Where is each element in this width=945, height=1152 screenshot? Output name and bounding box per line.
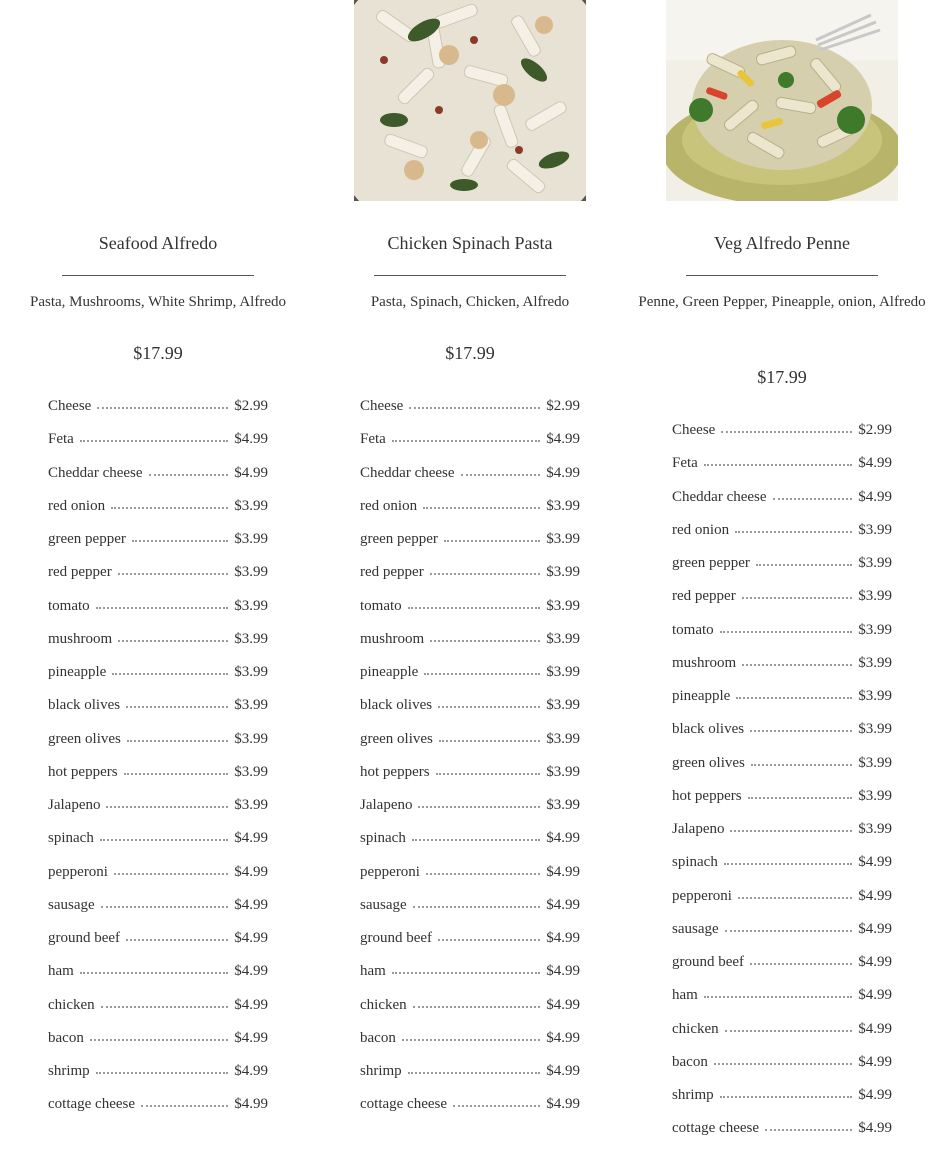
- addon-price: $4.99: [858, 887, 892, 904]
- dot-leader: [426, 873, 540, 875]
- dot-leader: [132, 540, 228, 542]
- addon-item: [360, 729, 580, 762]
- addon-item: [672, 420, 892, 453]
- addon-name: red onion: [672, 521, 730, 538]
- dot-leader: [106, 806, 228, 808]
- addon-price: $4.99: [234, 1096, 268, 1113]
- dot-leader: [756, 564, 852, 566]
- addon-name: sausage: [672, 920, 719, 937]
- addon-name: ham: [48, 963, 74, 980]
- addon-name: chicken: [360, 996, 407, 1013]
- addon-price: $4.99: [234, 863, 268, 880]
- addon-item: [48, 961, 268, 994]
- addon-price: $4.99: [234, 830, 268, 847]
- addon-item: [48, 463, 268, 496]
- addon-name: Feta: [672, 455, 698, 472]
- addon-item: [48, 429, 268, 462]
- dot-leader: [413, 906, 541, 908]
- addon-name: green olives: [360, 730, 433, 747]
- addon-name: red pepper: [48, 564, 112, 581]
- addon-price: $4.99: [858, 488, 892, 505]
- title-divider: [686, 275, 878, 276]
- addon-price: $4.99: [546, 1029, 580, 1046]
- addon-price: $3.99: [858, 688, 892, 704]
- dot-leader: [742, 664, 852, 666]
- dot-leader: [738, 897, 852, 899]
- addon-name: red pepper: [360, 564, 424, 581]
- dot-leader: [408, 1072, 541, 1074]
- addon-name: green pepper: [48, 531, 126, 547]
- addon-item: [48, 695, 268, 728]
- addon-name: hot peppers: [672, 787, 742, 804]
- addon-name: green olives: [672, 754, 745, 771]
- addon-item: [48, 496, 268, 529]
- dot-leader: [97, 407, 228, 409]
- addon-name: Cheese: [672, 422, 716, 438]
- addon-price: $3.99: [234, 564, 268, 581]
- dot-leader: [704, 996, 852, 998]
- addon-item: [672, 453, 892, 486]
- dish-title: Chicken Spinach Pasta: [387, 233, 553, 253]
- addon-name: sausage: [360, 896, 407, 913]
- dot-leader: [751, 764, 852, 766]
- dot-leader: [704, 464, 852, 466]
- addon-name: pepperoni: [672, 887, 732, 904]
- addon-list: [672, 420, 892, 1152]
- addon-name: Cheddar cheese: [48, 464, 143, 481]
- addon-item: [672, 487, 892, 520]
- addon-name: red pepper: [672, 588, 736, 605]
- addon-price: $4.99: [546, 1063, 580, 1079]
- addon-name: ground beef: [672, 954, 745, 970]
- dot-leader: [730, 830, 852, 832]
- addon-price: $3.99: [546, 697, 580, 714]
- addon-price: $4.99: [234, 1029, 268, 1046]
- addon-item: [360, 695, 580, 728]
- addon-name: Jalapeno: [672, 821, 725, 837]
- dot-leader: [439, 740, 540, 742]
- addon-item: [672, 753, 892, 786]
- addon-name: bacon: [48, 1029, 84, 1046]
- addon-name: tomato: [48, 597, 90, 614]
- dot-leader: [80, 440, 228, 442]
- dot-leader: [444, 540, 540, 542]
- addon-item: [672, 886, 892, 919]
- addon-price: $4.99: [546, 830, 580, 847]
- addon-name: shrimp: [48, 1063, 90, 1079]
- dot-leader: [438, 939, 540, 941]
- addon-item: [672, 1085, 892, 1118]
- addon-name: spinach: [360, 830, 406, 847]
- addon-item: [48, 1061, 268, 1094]
- dot-leader: [124, 773, 229, 775]
- addon-name: chicken: [672, 1020, 719, 1037]
- addon-name: shrimp: [672, 1087, 714, 1103]
- addon-price: $4.99: [546, 464, 580, 481]
- addon-price: $3.99: [546, 797, 580, 813]
- addon-price: $3.99: [546, 597, 580, 614]
- dot-leader: [402, 1039, 540, 1041]
- addon-price: $3.99: [234, 797, 268, 813]
- dish-description: Pasta, Mushrooms, White Shrimp, Alfredo: [30, 294, 286, 310]
- addon-name: cottage cheese: [672, 1120, 760, 1137]
- addon-name: pineapple: [672, 688, 731, 704]
- addon-item: [48, 762, 268, 795]
- dot-leader: [118, 640, 228, 642]
- addon-price: $3.99: [546, 630, 580, 647]
- addon-item: [360, 662, 580, 695]
- addon-item: [48, 795, 268, 828]
- addon-price: $4.99: [858, 1020, 892, 1037]
- addon-name: ham: [360, 963, 386, 980]
- addon-price: $4.99: [546, 896, 580, 913]
- addon-item: [360, 529, 580, 562]
- addon-item: [360, 828, 580, 861]
- addon-price: $4.99: [858, 1120, 892, 1137]
- dot-leader: [736, 697, 852, 699]
- addon-name: ground beef: [48, 930, 121, 946]
- addon-item: [360, 928, 580, 961]
- addon-price: $3.99: [546, 664, 580, 680]
- addon-item: [48, 895, 268, 928]
- addon-item: [48, 995, 268, 1028]
- addon-item: [672, 586, 892, 619]
- addon-price: $2.99: [546, 398, 580, 414]
- addon-item: [672, 520, 892, 553]
- addon-price: $4.99: [858, 920, 892, 937]
- addon-price: $3.99: [234, 697, 268, 714]
- addon-price: $3.99: [234, 763, 268, 780]
- dot-leader: [725, 930, 853, 932]
- addon-item: [360, 895, 580, 928]
- dot-leader: [114, 873, 228, 875]
- addon-item: [48, 396, 268, 429]
- addon-price: $4.99: [546, 1096, 580, 1113]
- addon-price: $4.99: [234, 996, 268, 1013]
- addon-name: spinach: [672, 854, 718, 871]
- addon-item: [672, 952, 892, 985]
- dot-leader: [725, 1030, 853, 1032]
- veg-alfredo-penne-photo: [666, 0, 898, 201]
- addon-name: Jalapeno: [360, 797, 413, 813]
- addon-name: green pepper: [360, 531, 438, 547]
- addon-name: mushroom: [360, 630, 425, 647]
- addon-item: [672, 1019, 892, 1052]
- addon-item: [360, 1061, 580, 1094]
- addon-name: pepperoni: [48, 863, 108, 880]
- addon-name: bacon: [360, 1029, 396, 1046]
- addon-item: [48, 828, 268, 861]
- addon-item: [48, 729, 268, 762]
- addon-name: mushroom: [48, 630, 113, 647]
- addon-price: $2.99: [858, 422, 892, 438]
- dot-leader: [96, 607, 229, 609]
- addon-item: [360, 862, 580, 895]
- addon-item: [48, 629, 268, 662]
- addon-name: bacon: [672, 1053, 708, 1070]
- addon-item: [360, 1028, 580, 1061]
- addon-price: $4.99: [234, 963, 268, 980]
- addon-item: [48, 596, 268, 629]
- addon-item: [360, 1094, 580, 1127]
- chicken-spinach-pasta-photo: [354, 0, 586, 201]
- dot-leader: [100, 839, 228, 841]
- addon-price: $3.99: [234, 664, 268, 680]
- dot-leader: [111, 507, 228, 509]
- addon-item: [360, 596, 580, 629]
- addon-name: chicken: [48, 996, 95, 1013]
- addon-name: Cheese: [48, 398, 92, 414]
- addon-price: $3.99: [234, 730, 268, 747]
- dish-title: Seafood Alfredo: [98, 233, 218, 253]
- addon-price: $3.99: [858, 654, 892, 671]
- addon-name: black olives: [672, 721, 745, 738]
- addon-name: Cheddar cheese: [672, 488, 767, 505]
- addon-name: Jalapeno: [48, 797, 101, 813]
- addon-price: $4.99: [234, 431, 268, 448]
- addon-name: hot peppers: [48, 763, 118, 780]
- addon-price: $4.99: [858, 987, 892, 1004]
- addon-item: [48, 662, 268, 695]
- addon-price: $3.99: [234, 630, 268, 647]
- dot-leader: [127, 740, 228, 742]
- addon-item: [48, 862, 268, 895]
- dot-leader: [126, 706, 228, 708]
- addon-price: $3.99: [546, 730, 580, 747]
- dish-description: Penne, Green Pepper, Pineapple, onion, Alfredo: [638, 294, 926, 310]
- addon-price: $3.99: [546, 497, 580, 514]
- dot-leader: [714, 1063, 852, 1065]
- addon-item: [48, 562, 268, 595]
- dot-leader: [424, 673, 540, 675]
- addon-name: sausage: [48, 896, 95, 913]
- addon-item: [48, 529, 268, 562]
- addon-name: ham: [672, 987, 698, 1004]
- dot-leader: [748, 797, 853, 799]
- addon-item: [360, 995, 580, 1028]
- dot-leader: [112, 673, 228, 675]
- addon-price: $3.99: [858, 588, 892, 605]
- dot-leader: [436, 773, 541, 775]
- addon-name: pineapple: [48, 664, 107, 680]
- dish-price: $17.99: [445, 343, 495, 363]
- dot-leader: [438, 706, 540, 708]
- addon-item: [672, 686, 892, 719]
- dot-leader: [101, 1006, 229, 1008]
- addon-price: $3.99: [546, 531, 580, 547]
- addon-name: red onion: [48, 497, 106, 514]
- addon-price: $4.99: [858, 854, 892, 871]
- dot-leader: [413, 1006, 541, 1008]
- addon-price: $3.99: [546, 763, 580, 780]
- dot-leader: [149, 474, 229, 476]
- addon-item: [672, 852, 892, 885]
- addon-name: black olives: [48, 697, 121, 714]
- addon-list: [48, 396, 268, 1128]
- addon-price: $2.99: [234, 398, 268, 414]
- addon-name: pepperoni: [360, 863, 420, 880]
- addon-item: [48, 928, 268, 961]
- addon-name: pineapple: [360, 664, 419, 680]
- addon-price: $3.99: [234, 531, 268, 547]
- addon-price: $4.99: [858, 1087, 892, 1103]
- dot-leader: [392, 440, 540, 442]
- addon-name: tomato: [672, 621, 714, 638]
- dish-description: Pasta, Spinach, Chicken, Alfredo: [370, 294, 570, 310]
- addon-item: [360, 961, 580, 994]
- dot-leader: [90, 1039, 228, 1041]
- addon-price: $4.99: [234, 930, 268, 946]
- addon-name: Cheese: [360, 398, 404, 414]
- dot-leader: [765, 1129, 852, 1131]
- addon-price: $4.99: [234, 1063, 268, 1079]
- dot-leader: [724, 863, 852, 865]
- dot-leader: [773, 498, 853, 500]
- addon-item: [672, 719, 892, 752]
- dish-title: Veg Alfredo Penne: [714, 233, 850, 253]
- dot-leader: [118, 573, 229, 575]
- dot-leader: [721, 431, 852, 433]
- dot-leader: [96, 1072, 229, 1074]
- addon-price: $4.99: [546, 996, 580, 1013]
- addon-price: $4.99: [546, 930, 580, 946]
- addon-price: $4.99: [234, 464, 268, 481]
- addon-price: $3.99: [858, 821, 892, 837]
- addon-item: [360, 463, 580, 496]
- addon-price: $4.99: [858, 1053, 892, 1070]
- dot-leader: [409, 407, 540, 409]
- addon-price: $3.99: [858, 721, 892, 738]
- addon-item: [672, 620, 892, 653]
- addon-list: [360, 396, 580, 1128]
- dot-leader: [408, 607, 541, 609]
- pasta-image-icon: [354, 0, 586, 201]
- addon-item: [360, 496, 580, 529]
- dot-leader: [418, 806, 540, 808]
- dot-leader: [126, 939, 228, 941]
- dot-leader: [141, 1105, 228, 1107]
- addon-name: hot peppers: [360, 763, 430, 780]
- dot-leader: [720, 631, 853, 633]
- addon-name: spinach: [48, 830, 94, 847]
- addon-name: black olives: [360, 697, 433, 714]
- addon-item: [360, 562, 580, 595]
- title-divider: [374, 275, 566, 276]
- dot-leader: [453, 1105, 540, 1107]
- addon-item: [48, 1094, 268, 1127]
- addon-price: $3.99: [858, 787, 892, 804]
- dot-leader: [742, 597, 853, 599]
- dot-leader: [750, 730, 852, 732]
- addon-price: $4.99: [546, 863, 580, 880]
- addon-price: $3.99: [858, 754, 892, 771]
- addon-price: $3.99: [546, 564, 580, 581]
- penne-bowl-image-icon: [666, 0, 898, 201]
- dot-leader: [423, 507, 540, 509]
- addon-price: $4.99: [858, 455, 892, 472]
- addon-name: cottage cheese: [48, 1096, 136, 1113]
- addon-item: [672, 1118, 892, 1151]
- addon-item: [672, 819, 892, 852]
- dot-leader: [750, 963, 852, 965]
- dot-leader: [461, 474, 541, 476]
- dot-leader: [101, 906, 229, 908]
- addon-name: Feta: [360, 431, 386, 448]
- addon-item: [672, 553, 892, 586]
- dot-leader: [392, 972, 540, 974]
- addon-item: [360, 795, 580, 828]
- addon-price: $3.99: [858, 621, 892, 638]
- addon-item: [360, 396, 580, 429]
- addon-price: $3.99: [234, 597, 268, 614]
- addon-item: [672, 1052, 892, 1085]
- addon-name: green olives: [48, 730, 121, 747]
- addon-item: [672, 919, 892, 952]
- dish-price: $17.99: [133, 343, 183, 363]
- dot-leader: [430, 573, 541, 575]
- addon-name: mushroom: [672, 654, 737, 671]
- addon-name: Cheddar cheese: [360, 464, 455, 481]
- dot-leader: [412, 839, 540, 841]
- dot-leader: [430, 640, 540, 642]
- addon-item: [672, 786, 892, 819]
- addon-name: ground beef: [360, 930, 433, 946]
- addon-price: $3.99: [858, 555, 892, 571]
- addon-name: red onion: [360, 497, 418, 514]
- addon-item: [360, 629, 580, 662]
- dot-leader: [80, 972, 228, 974]
- addon-price: $3.99: [858, 521, 892, 538]
- addon-item: [48, 1028, 268, 1061]
- addon-price: $4.99: [546, 963, 580, 980]
- addon-item: [360, 429, 580, 462]
- dish-price: $17.99: [757, 367, 807, 387]
- addon-item: [672, 985, 892, 1018]
- addon-item: [672, 653, 892, 686]
- addon-name: green pepper: [672, 555, 750, 571]
- addon-name: Feta: [48, 431, 74, 448]
- addon-item: [360, 762, 580, 795]
- addon-name: cottage cheese: [360, 1096, 448, 1113]
- title-divider: [62, 275, 254, 276]
- addon-price: $4.99: [858, 954, 892, 970]
- dot-leader: [720, 1096, 853, 1098]
- addon-price: $3.99: [234, 497, 268, 514]
- dot-leader: [735, 531, 852, 533]
- addon-price: $4.99: [546, 431, 580, 448]
- addon-name: tomato: [360, 597, 402, 614]
- addon-name: shrimp: [360, 1063, 402, 1079]
- addon-price: $4.99: [234, 896, 268, 913]
